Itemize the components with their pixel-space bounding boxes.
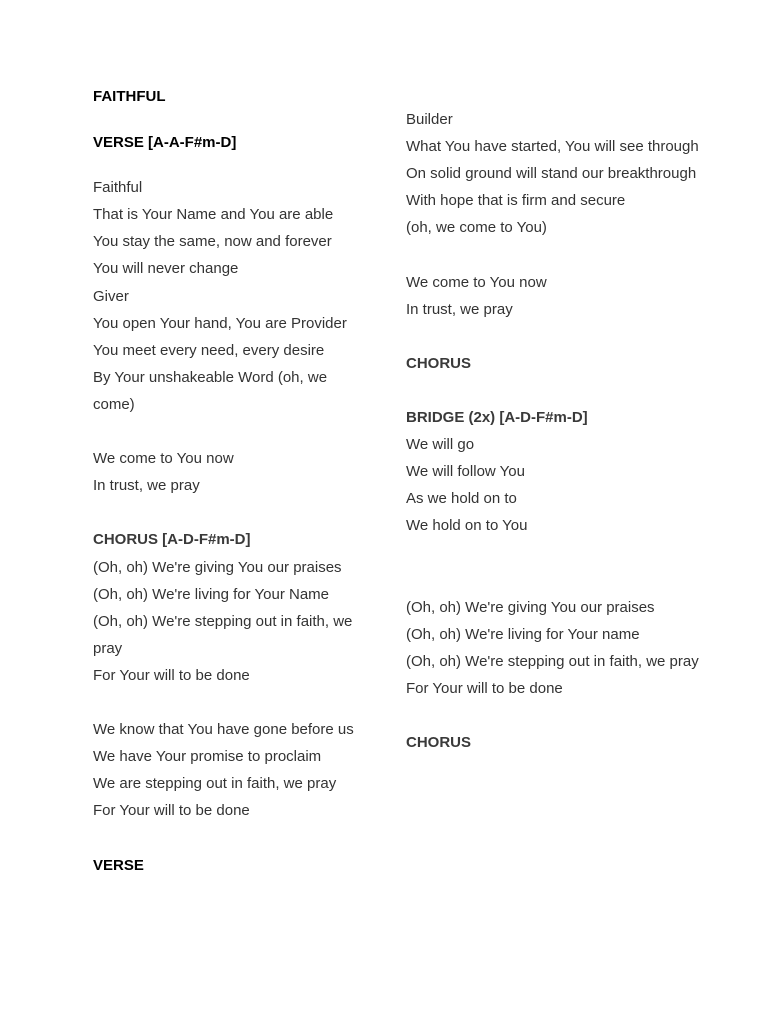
lyric-line: With hope that is firm and secure	[406, 192, 626, 210]
lyric-line: As we hold on to	[406, 490, 517, 508]
lyric-line: We are stepping out in faith, we pray	[93, 775, 337, 793]
lyric-line: We have Your promise to proclaim	[93, 748, 322, 766]
verse2-block	[406, 106, 706, 241]
final-chorus-heading: CHORUS	[406, 734, 472, 752]
lyric-line: Giver	[93, 287, 129, 305]
lyric-line: We know that You have gone before us	[93, 721, 354, 739]
lyric-line: You stay the same, now and forever	[93, 233, 332, 251]
lyric-line: Builder	[406, 111, 453, 128]
lyric-line: For Your will to be done	[93, 666, 250, 684]
lyric-line: (oh, we come to You)	[406, 219, 547, 237]
lyric-line: We hold on to You	[406, 517, 528, 535]
lyric-line: You will never change	[93, 260, 239, 278]
lyric-line: That is Your Name and You are able	[93, 206, 334, 224]
lyric-line: We will go	[406, 436, 475, 454]
chorus-part2-block	[93, 716, 368, 824]
lyric-line: What You have started, You will see through	[406, 138, 699, 156]
lyric-line: For Your will to be done	[93, 802, 250, 820]
lyric-line: We come to You now	[93, 450, 234, 468]
pre-chorus-block	[93, 445, 368, 499]
left-column	[93, 83, 368, 879]
lyric-line: You open Your hand, You are Provider	[93, 314, 347, 332]
lyric-line: We will follow You	[406, 463, 525, 481]
lyric-line: (Oh, oh) We're giving You our praises	[406, 598, 655, 616]
verse2-heading: VERSE	[93, 856, 144, 874]
lyric-line: (Oh, oh) We're stepping out in faith, we pray	[93, 612, 353, 657]
bridge-heading: BRIDGE (2x) [A-D-F#m-D]	[406, 409, 588, 427]
lyric-line: (Oh, oh) We're stepping out in faith, we pray	[406, 652, 699, 670]
lyric-line: (Oh, oh) We're living for Your name	[406, 625, 640, 643]
right-column	[406, 106, 706, 756]
chorus-heading: CHORUS [A-D-F#m-D]	[93, 531, 251, 549]
lyric-line: You meet every need, every desire	[93, 341, 325, 359]
bridge-block	[406, 431, 706, 539]
lyric-line: We come to You now	[406, 273, 547, 291]
lyric-line: Faithful	[93, 179, 143, 197]
chorus-heading: CHORUS	[406, 354, 472, 372]
verse-block	[93, 174, 368, 418]
lyric-line: On solid ground will stand our breakthrough	[406, 165, 697, 183]
chorus-block	[93, 554, 368, 689]
song-title: FAITHFUL	[93, 88, 166, 105]
tag-block	[406, 594, 706, 702]
verse-heading: VERSE [A-A-F#m-D]	[93, 133, 237, 151]
lyric-line: By Your unshakeable Word (oh, we come)	[93, 368, 328, 413]
lyric-line: (Oh, oh) We're living for Your Name	[93, 585, 330, 603]
lyric-line: For Your will to be done	[406, 679, 563, 697]
lyric-line: (Oh, oh) We're giving You our praises	[93, 558, 342, 576]
lyric-line: In trust, we pray	[93, 477, 200, 495]
pre-chorus-block	[406, 269, 706, 323]
lyric-line: In trust, we pray	[406, 300, 513, 318]
